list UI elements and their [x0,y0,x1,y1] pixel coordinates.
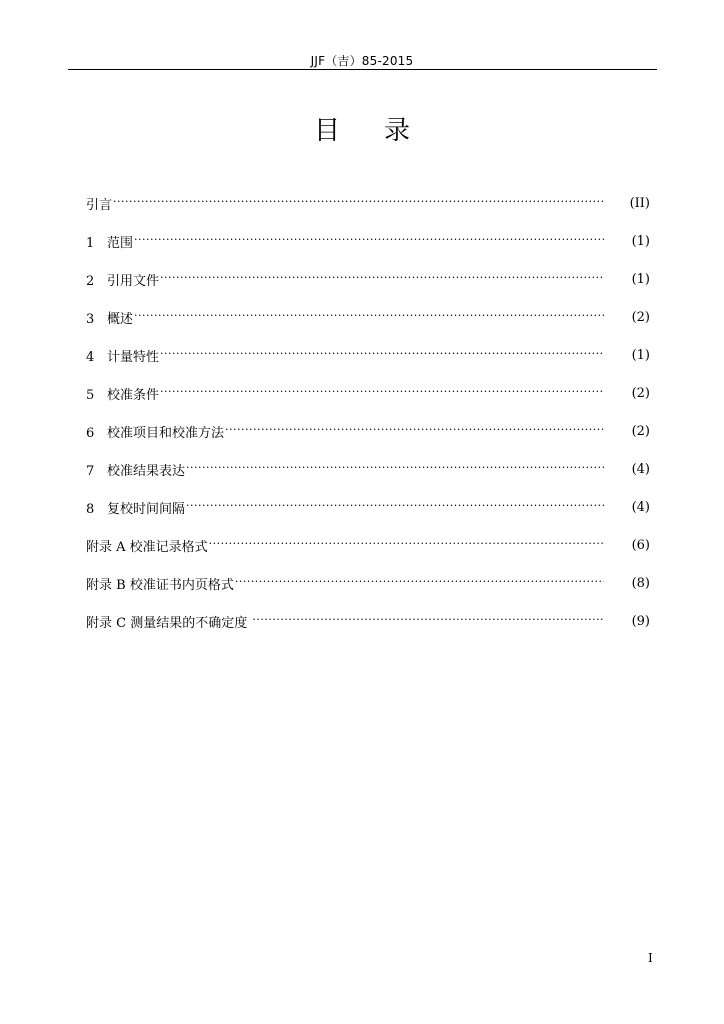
toc-entry-number: 5 [86,387,95,403]
toc-entry-6[interactable] [86,412,650,450]
toc-leader-dots [225,423,604,437]
toc-entry-page: (2) [631,385,650,401]
page-number: I [648,951,653,965]
toc-entry-1[interactable] [86,222,650,260]
toc-leader-dots [134,309,604,323]
toc-entry-page: (2) [631,423,650,439]
toc-leader-dots [252,613,604,627]
toc-entry-2[interactable] [86,260,650,298]
toc-entry-label: 附录 C 测量结果的不确定度 [86,615,252,631]
toc-entry-3[interactable] [86,298,650,336]
toc-title: 目录 [313,116,454,146]
toc-entry-number: 2 [86,273,95,289]
toc-entry-label: 计量特性 [107,349,160,365]
toc-entry-label: 概述 [107,311,134,327]
toc-entry-label: 引用文件 [107,273,160,289]
toc-entry-appendix-b[interactable] [86,564,650,602]
toc-entry-page: (6) [631,537,650,553]
toc-entry-preface[interactable] [86,184,650,222]
document-code-header: JJF（吉）85-2015 [310,54,414,68]
toc-entry-label: 校准结果表达 [107,463,186,479]
header-divider [68,69,657,70]
toc-entry-page: (4) [631,499,650,515]
toc-entry-appendix-c[interactable] [86,602,650,640]
toc-entry-number: 1 [86,235,95,251]
toc-leader-dots [113,195,604,209]
toc-leader-dots [160,347,604,361]
toc-entry-5[interactable] [86,374,650,412]
toc-entry-page: (9) [631,613,650,629]
toc-entry-number: 3 [86,311,95,327]
toc-entry-label: 附录 B 校准证书内页格式 [86,577,234,593]
toc-entry-number: 8 [86,501,95,517]
toc-entry-number: 4 [86,349,95,365]
toc-entry-page: (1) [631,347,650,363]
toc-entry-page: (4) [631,461,650,477]
toc-entry-page: (1) [631,233,650,249]
toc-entry-8[interactable] [86,488,650,526]
toc-leader-dots [235,575,604,589]
toc-entry-page: (II) [629,195,650,211]
table-of-contents [86,184,650,640]
toc-leader-dots [160,385,604,399]
toc-entry-label: 校准条件 [107,387,160,403]
toc-entry-page: (1) [631,271,650,287]
toc-entry-number: 6 [86,425,95,441]
toc-leader-dots [209,537,604,551]
toc-entry-number: 7 [86,463,95,479]
toc-leader-dots [186,461,604,475]
toc-leader-dots [160,271,604,285]
toc-entry-label: 范围 [107,235,134,251]
toc-entry-4[interactable] [86,336,650,374]
toc-leader-dots [186,499,604,513]
toc-leader-dots [134,233,604,247]
toc-entry-7[interactable] [86,450,650,488]
toc-entry-label: 复校时间间隔 [107,501,186,517]
toc-entry-label: 引言 [86,197,113,213]
toc-entry-label: 校准项目和校准方法 [107,425,225,441]
toc-entry-appendix-a[interactable] [86,526,650,564]
toc-entry-page: (8) [631,575,650,591]
toc-entry-label: 附录 A 校准记录格式 [86,539,208,555]
toc-entry-page: (2) [631,309,650,325]
